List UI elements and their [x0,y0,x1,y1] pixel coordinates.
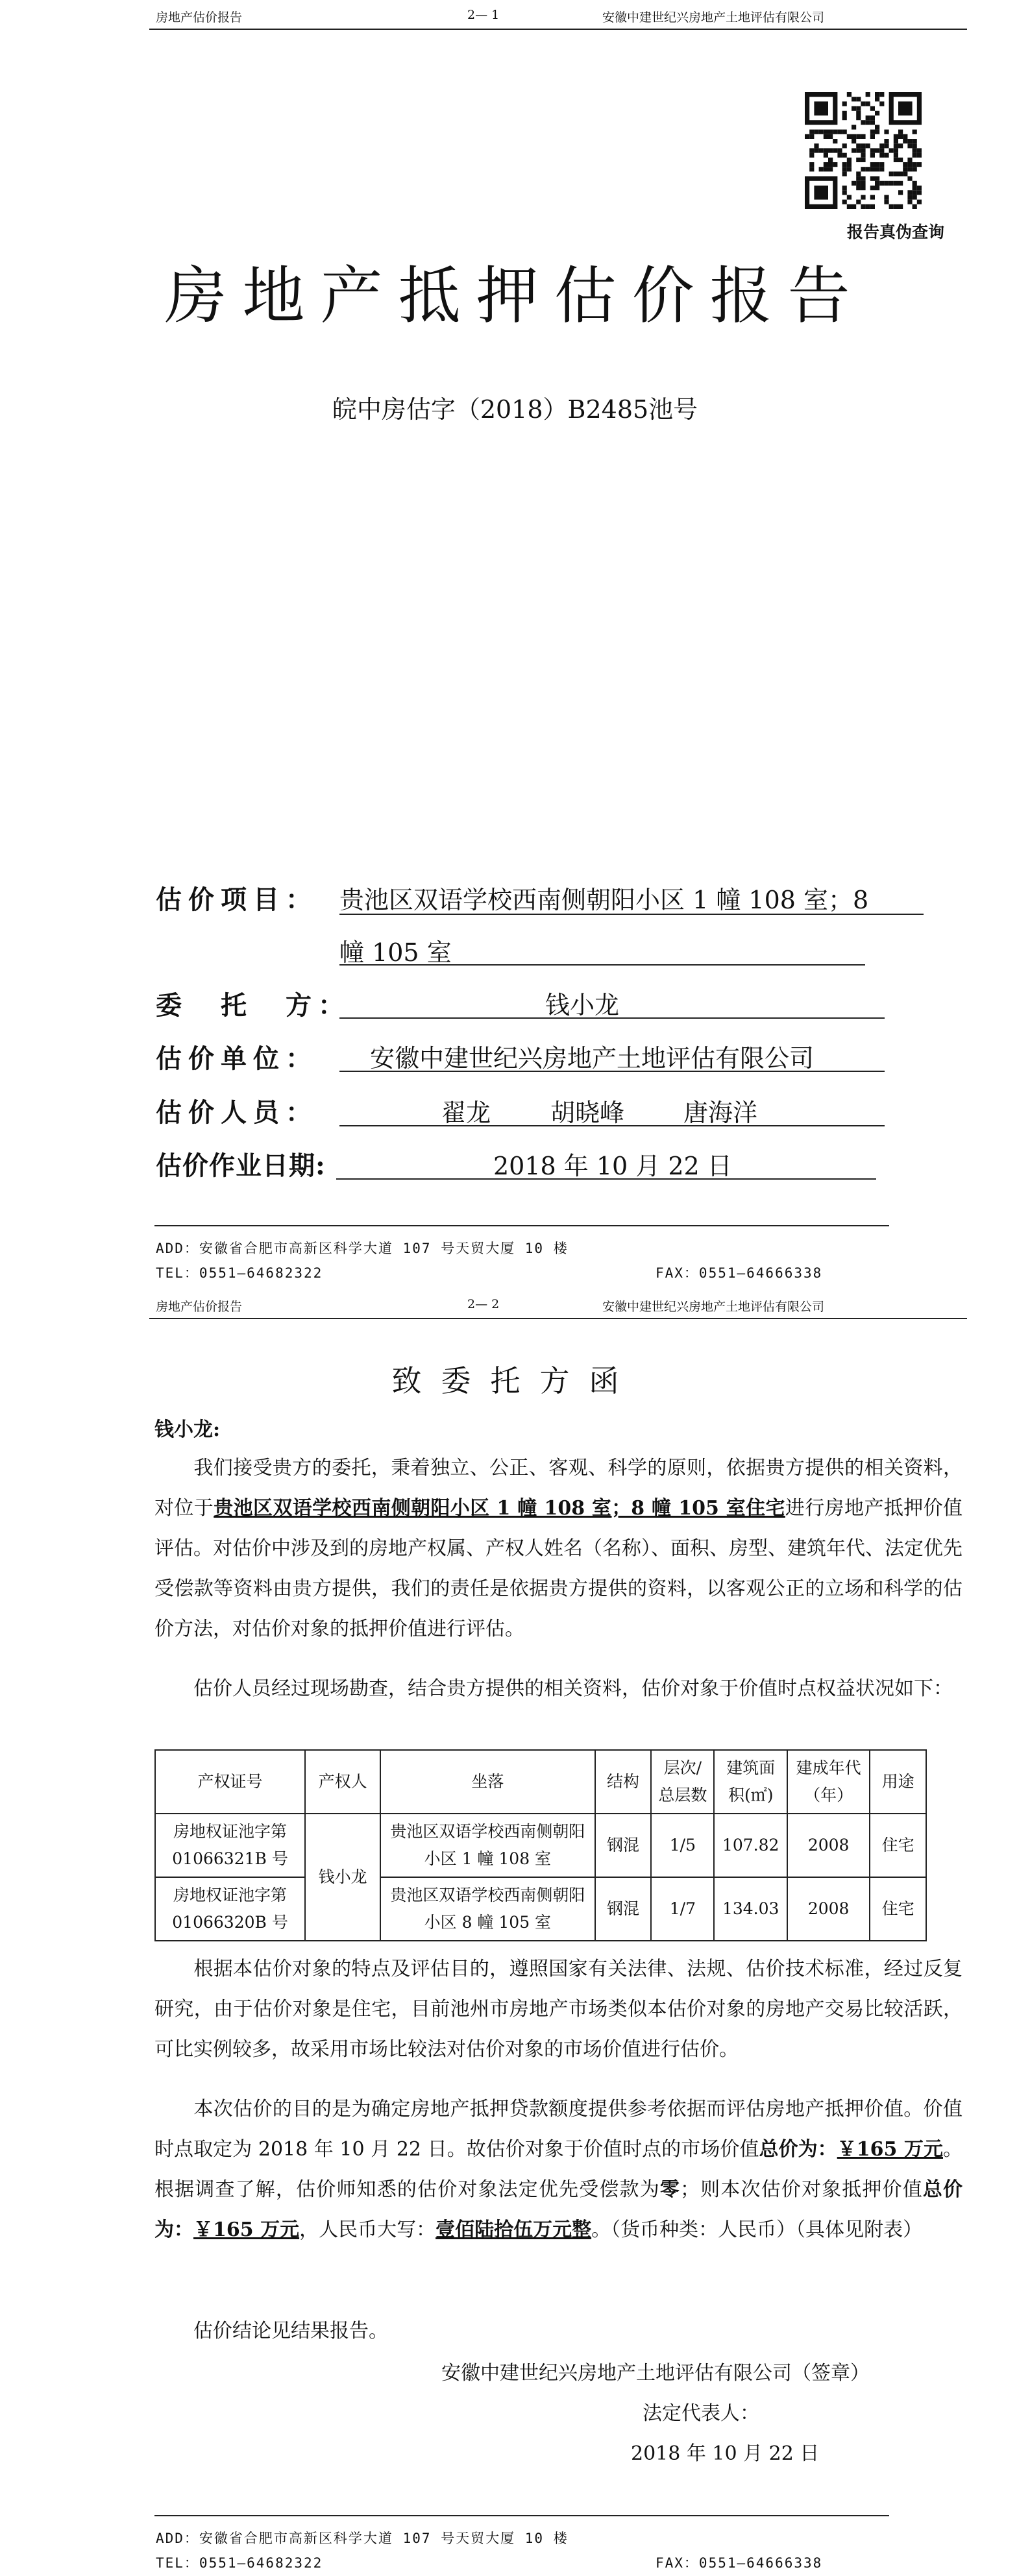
signature-date: 2018 年 10 月 22 日 [631,2442,820,2465]
report-number: 皖中房估字（2018）B2485池号 [332,395,698,424]
cert-number: 房地权证池字第01066320B 号 [155,1877,305,1941]
table-header: 用途 [870,1750,926,1814]
footer-address: ADD：安徽省合肥市高新区科学大道 107 号天贸大厦 10 楼 [156,1241,569,1256]
date-label: 估价作业日期: [156,1150,326,1181]
floor: 1/5 [651,1814,714,1877]
property-table [154,1749,927,1941]
signature-representative: 法定代表人： [643,2402,759,2425]
header-rule [149,29,967,30]
header-page-number: 2— 1 [467,8,500,22]
header-page-number: 2— 2 [467,1297,500,1311]
project-value-line1: 贵池区双语学校西南侧朝阳小区 1 幢 108 室；8 [339,886,869,914]
header-right: 安徽中建世纪兴房地产土地评估有限公司 [602,1300,825,1314]
header-right: 安徽中建世纪兴房地产土地评估有限公司 [602,10,825,25]
owner-name: 钱小龙 [305,1814,380,1941]
staff-label: 估价人员： [156,1097,318,1128]
structure: 钢混 [595,1814,652,1877]
paragraph-2: 估价人员经过现场勘查，结合贵方提供的相关资料，估价对象于价值时点权益状况如下： [193,1677,953,1700]
footer-address: ADD：安徽省合肥市高新区科学大道 107 号天贸大厦 10 楼 [156,2531,569,2546]
project-value-line2: 幢 105 室 [339,938,452,967]
table-header-row [155,1750,926,1814]
table-header: 产权人 [305,1750,380,1814]
floor: 1/7 [651,1877,714,1941]
table-header: 结构 [595,1750,652,1814]
qr-code-icon[interactable] [805,92,922,209]
use: 住宅 [870,1814,926,1877]
year: 2008 [787,1814,870,1877]
mortgage-value-words: 壹佰陆拾伍万元整 [435,2218,592,2241]
unit-label: 估价单位： [156,1043,318,1074]
table-header: 产权证号 [155,1750,305,1814]
staff-member-3: 唐海洋 [683,1099,758,1127]
area: 134.03 [714,1877,787,1941]
signature-company: 安徽中建世纪兴房地产土地评估有限公司（签章） [441,2362,870,2385]
staff-member-1: 翟龙 [441,1099,491,1127]
footer-fax: FAX：0551—64666338 [656,2555,823,2571]
staff-member-2: 胡晓峰 [550,1099,625,1127]
property-address: 贵池区双语学校西南侧朝阳小区 1 幢 108 室；8 幢 105 室住宅 [214,1497,785,1520]
structure: 钢混 [595,1877,652,1941]
year: 2008 [787,1877,870,1941]
market-value: ￥165 万元 [837,2138,943,2161]
project-label: 估价项目： [156,884,318,915]
footer-fax: FAX：0551—64666338 [656,1265,823,1281]
footer-tel: TEL：0551—64682322 [156,2555,323,2571]
table-header: 建成年代（年） [787,1750,870,1814]
paragraph-4: 本次估价的目的是为确定房地产抵押贷款额度提供参考依据而评估房地产抵押价值。价值时点取定为 2018 年 10 月 22 日。故估价对象于价值时点的市场价值总价为：￥165 万元。根据调查了解，估价师知悉的估价对象法定优先受偿款为零；则本次估价对象抵押价值总价为：￥165 万元，人民币大写：壹佰陆拾伍万元整。（货币种类：人民币）（具体见附表） [154,2098,963,2241]
header-left: 房地产估价报告 [156,1300,243,1314]
footer-rule [154,1225,889,1226]
location: 贵池区双语学校西南侧朝阳小区 1 幢 108 室 [380,1814,595,1877]
salutation: 钱小龙: [154,1418,221,1441]
unit-value: 安徽中建世纪兴房地产土地评估有限公司 [370,1044,815,1073]
header-left: 房地产估价报告 [156,10,243,25]
footer-rule [154,2515,889,2516]
cert-number: 房地权证池字第01066321B 号 [155,1814,305,1877]
paragraph-3: 根据本估价对象的特点及评估目的，遵照国家有关法律、法规、估价技术标准，经过反复研究，由于估价对象是住宅，目前池州市房地产市场类似本估价对象的房地产交易比较活跃，可比实例较多，故采用市场比较法对估价对象的市场价值进行估价。 [154,1958,963,2061]
table-row [155,1814,926,1877]
qr-caption: 报告真伪查询 [847,223,945,241]
client-label: 委 托 方： [156,990,350,1021]
report-title: 房地产抵押估价报告 [164,260,866,332]
footer-tel: TEL：0551—64682322 [156,1265,323,1281]
paragraph-1: 我们接受贵方的委托，秉着独立、公正、客观、科学的原则，依据贵方提供的相关资料，对位于贵池区双语学校西南侧朝阳小区 1 幢 108 室；8 幢 105 室住宅进行房地产抵押价值评估。对估价中涉及到的房地产权属、产权人姓名（名称）、面积、房型、建筑年代、法定优先受偿款等资料由贵方提供，我们的责任是依据贵方提供的资料，以客观公正的立场和科学的估价方法，对估价对象的抵押价值进行评估。 [154,1457,963,1640]
table-header: 坐落 [380,1750,595,1814]
table-header: 建筑面积(㎡) [714,1750,787,1814]
letter-title: 致委托方函 [391,1363,639,1398]
area: 107.82 [714,1814,787,1877]
paragraph-5: 估价结论见结果报告。 [193,2320,388,2342]
mortgage-value: ￥165 万元 [193,2218,300,2241]
table-header: 层次/总层数 [651,1750,714,1814]
date-value: 2018 年 10 月 22 日 [493,1152,732,1180]
header-rule [149,1318,967,1319]
table-row [155,1877,926,1941]
client-value: 钱小龙 [545,991,620,1019]
location: 贵池区双语学校西南侧朝阳小区 8 幢 105 室 [380,1877,595,1941]
use: 住宅 [870,1877,926,1941]
